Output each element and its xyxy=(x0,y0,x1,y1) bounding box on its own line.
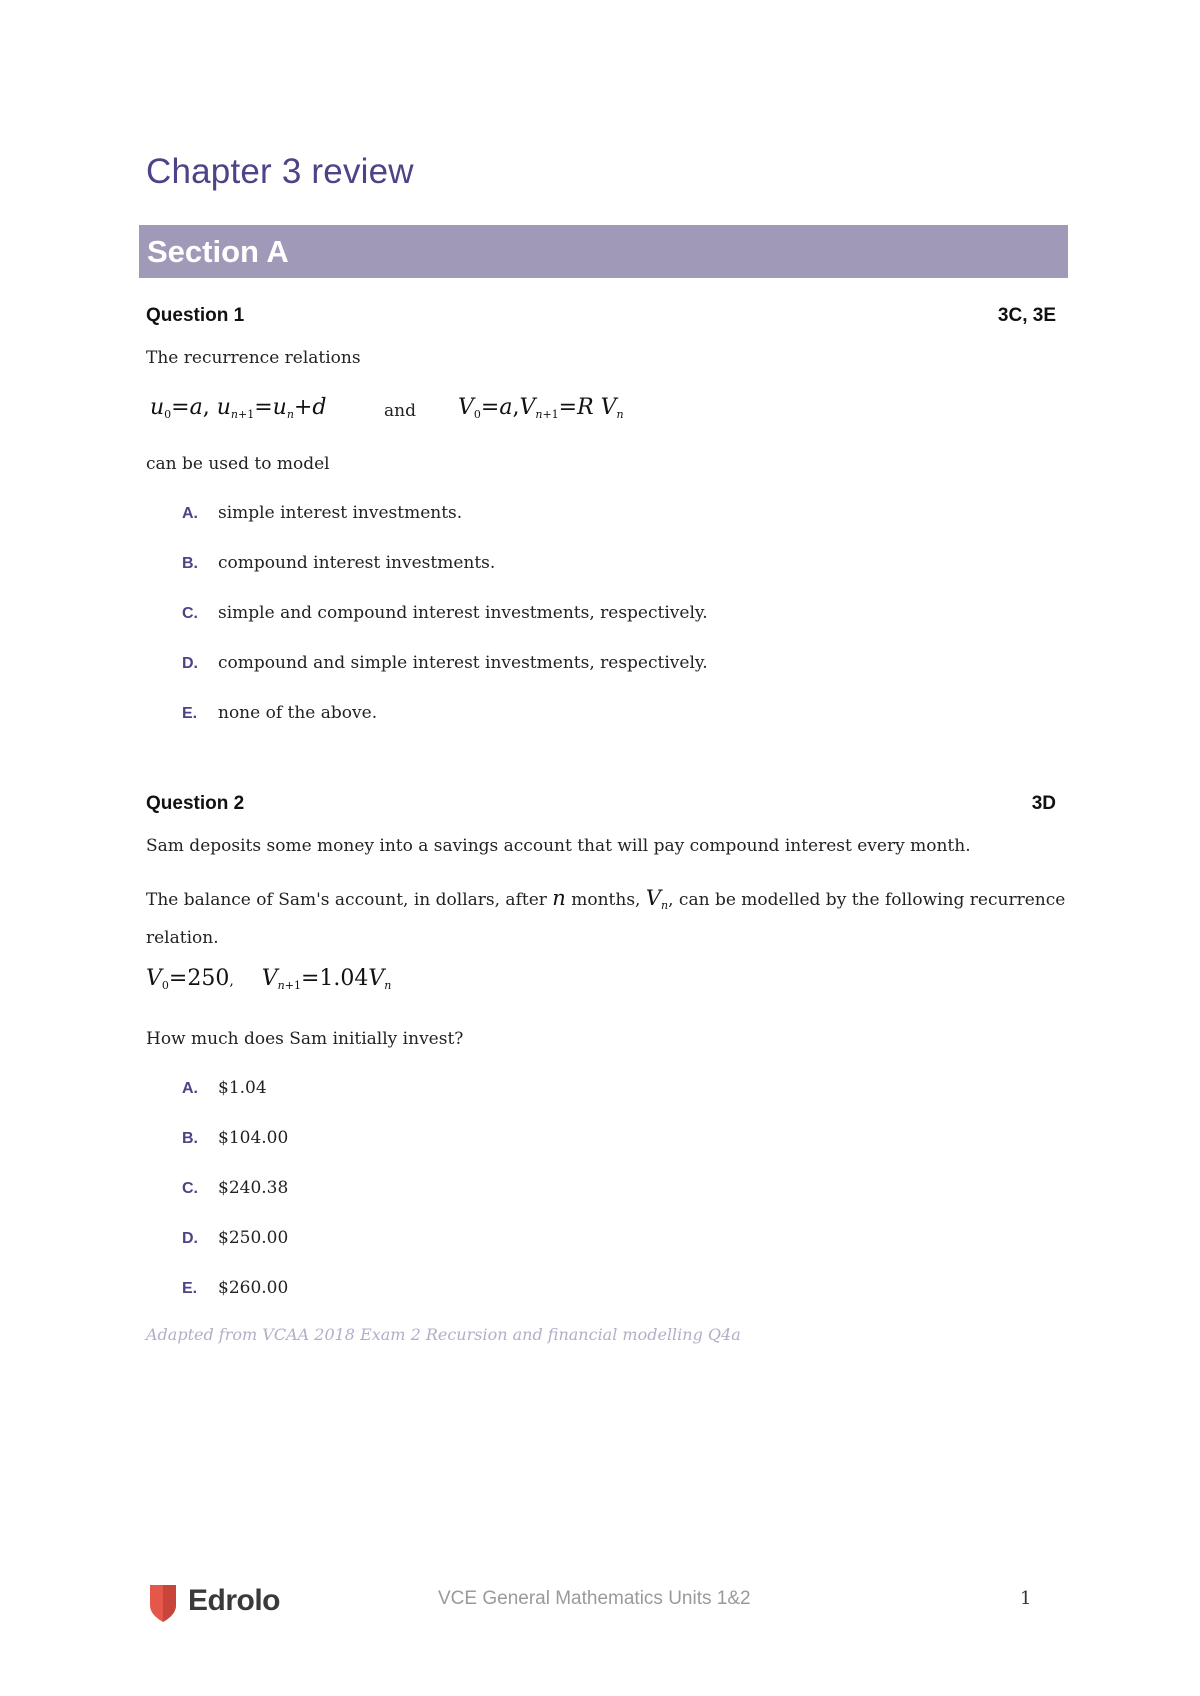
question-2-title: Question 2 xyxy=(146,793,245,814)
option-letter: A. xyxy=(182,505,198,522)
equation-q2: $V_0=250$, $V_{n+1}=1.04V_n$ xyxy=(146,966,392,992)
option-text: $1.04 xyxy=(218,1078,267,1098)
option-letter: B. xyxy=(182,1130,198,1147)
page-number: 1 xyxy=(1020,1588,1032,1609)
shield-logo-icon xyxy=(148,1583,178,1623)
equation-joiner: and xyxy=(384,401,416,421)
equation-arithmetic: $u_0=a$, $u_{n+1}=u_n+d$ xyxy=(150,395,327,421)
option-letter: E. xyxy=(182,705,198,722)
option-text: simple interest investments. xyxy=(218,503,463,523)
para-text: , can be modelled by the following recurrence relation. xyxy=(146,890,1066,948)
para-text: The balance of Sam's account, in dollars, after xyxy=(146,890,553,910)
brand-name: Edrolo xyxy=(188,1584,280,1617)
question-1-option-b[interactable] xyxy=(182,553,495,573)
question-1-after: can be used to model xyxy=(146,454,330,474)
section-title: Section A xyxy=(147,234,289,269)
option-text: compound and simple interest investments, respectively. xyxy=(218,653,708,673)
option-text: $250.00 xyxy=(218,1228,289,1248)
var-n: n xyxy=(552,886,566,910)
section-banner xyxy=(139,225,1068,278)
question-2-option-e[interactable] xyxy=(182,1278,288,1298)
question-1-tags: 3C, 3E xyxy=(997,305,1056,326)
question-2-option-d[interactable] xyxy=(182,1228,288,1248)
course-name: VCE General Mathematics Units 1&2 xyxy=(438,1588,751,1609)
question-2-option-a[interactable] xyxy=(182,1078,267,1098)
source-citation: Adapted from VCAA 2018 Exam 2 Recursion and financial modelling Q4a xyxy=(146,1325,741,1344)
equation-geometric: $V_0=a,V_{n+1}=R$ $V_n$ xyxy=(458,395,624,421)
question-2-option-c[interactable] xyxy=(182,1178,288,1198)
question-2-tags: 3D xyxy=(1031,793,1056,814)
para-text: months, xyxy=(565,890,646,910)
option-text: $240.38 xyxy=(218,1178,289,1198)
question-1-option-a[interactable] xyxy=(182,503,462,523)
option-text: compound interest investments. xyxy=(218,553,496,573)
option-letter: A. xyxy=(182,1080,198,1097)
option-text: simple and compound interest investments, respectively. xyxy=(218,603,708,623)
option-letter: C. xyxy=(182,605,198,622)
option-letter: C. xyxy=(182,1180,198,1197)
question-2-ask: How much does Sam initially invest? xyxy=(146,1029,464,1049)
question-1-option-d[interactable] xyxy=(182,653,708,673)
option-letter: E. xyxy=(182,1280,198,1297)
option-letter: D. xyxy=(182,655,198,672)
question-2-option-b[interactable] xyxy=(182,1128,288,1148)
option-text: $260.00 xyxy=(218,1278,289,1298)
v0-value: 250 xyxy=(187,966,230,991)
question-2-para-1: Sam deposits some money into a savings account that will pay compound interest every month. xyxy=(146,836,971,856)
question-2-header xyxy=(146,793,1056,815)
question-1-header xyxy=(146,305,1056,327)
option-text: none of the above. xyxy=(218,703,378,723)
question-2-para-2 xyxy=(146,882,1066,955)
question-1-option-e[interactable] xyxy=(182,703,377,723)
var-vn: $V_n$ xyxy=(645,886,669,912)
option-letter: D. xyxy=(182,1230,198,1247)
question-1-intro: The recurrence relations xyxy=(146,348,361,368)
chapter-title: Chapter 3 review xyxy=(146,152,414,191)
rate-value: 1.04 xyxy=(319,966,369,991)
question-1-title: Question 1 xyxy=(146,305,245,326)
option-letter: B. xyxy=(182,555,198,572)
option-text: $104.00 xyxy=(218,1128,289,1148)
question-1-option-c[interactable] xyxy=(182,603,708,623)
